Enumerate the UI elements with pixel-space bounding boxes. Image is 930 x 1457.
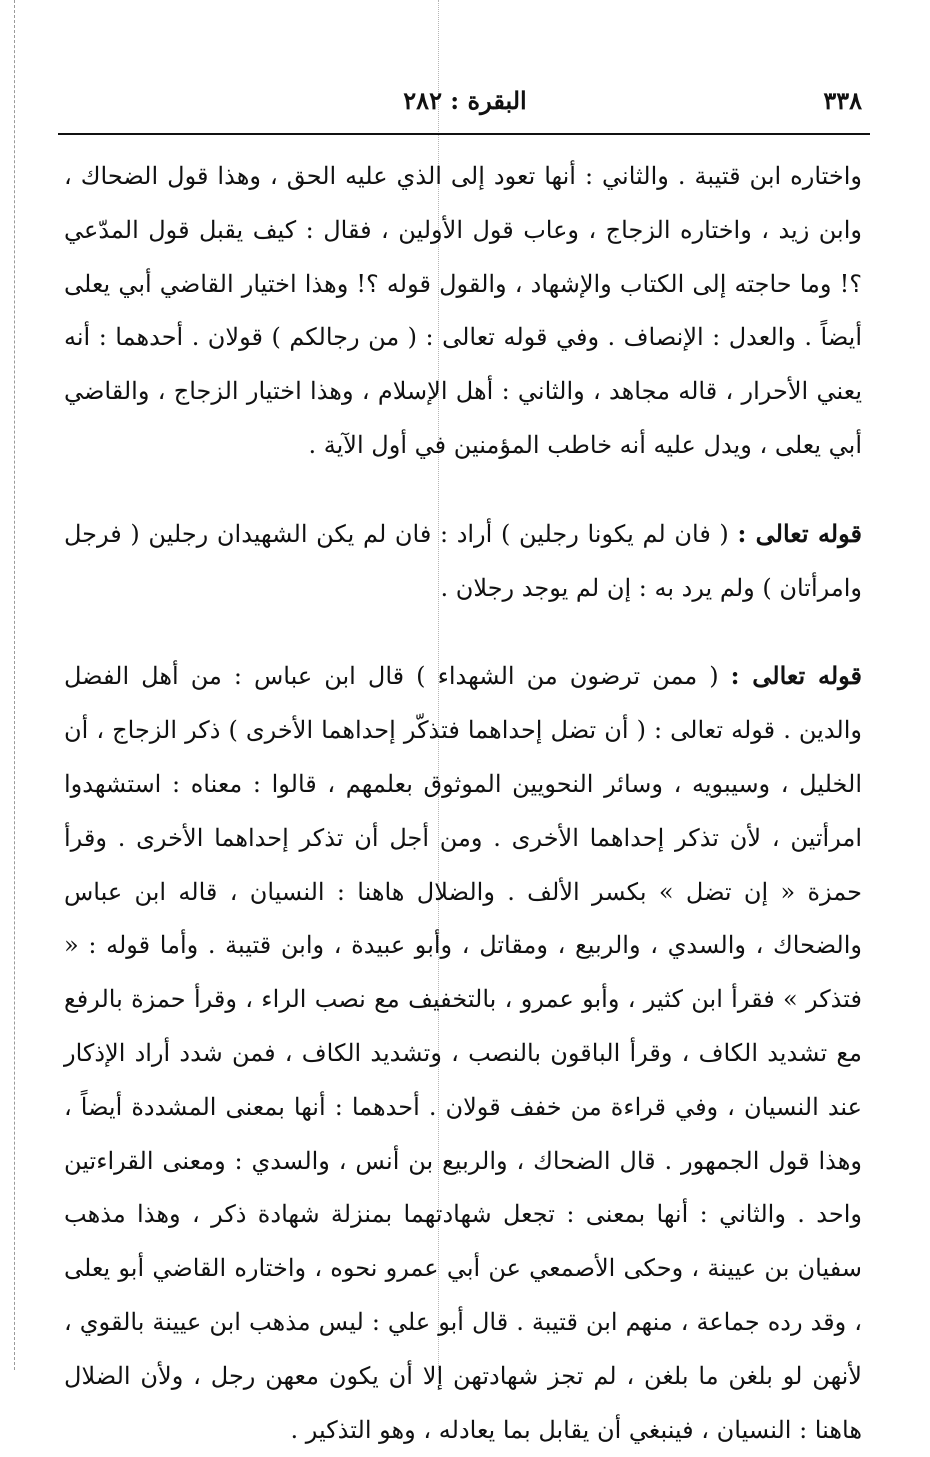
paragraph-1-text: واختاره ابن قتيبة . والثاني : أنها تعود إلى الذي عليه الحق ، وهذا قول الضحاك ، وابن زيد ، واختاره الزجاج ، وعاب قول الأولين ، فقال : كيف يقبل قول المدّعي ؟! وما حاجته إلى الكتاب والإشهاد ، والقول قوله ؟! وهذا اختيار القاضي أبي يعلى أيضاً . والعدل : الإنصاف . وفي قوله تعالى : ( من رجالكم ) قولان . أحدهما : أنه يعني الأحرار ، قاله مجاهد ، والثاني : أهل الإسلام ، وهذا اختيار الزجاج ، والقاضي أبي يعلى ، ويدل عليه أنه خاطب المؤمنين في أول الآية . xyxy=(64,162,863,459)
page-body xyxy=(64,150,862,1457)
page-header xyxy=(60,86,870,120)
page-fold-line-left xyxy=(14,0,15,1370)
paragraph-3 xyxy=(64,649,862,1457)
paragraph-3-lead: قوله تعالى : xyxy=(730,661,863,691)
running-title: البقرة : ٢٨٢ xyxy=(403,86,527,115)
header-rule xyxy=(58,133,870,135)
paragraph-1 xyxy=(64,150,862,473)
paragraph-2-text: ( فان لم يكونا رجلين ) أراد : فان لم يكن الشهيدان رجلين ( فرجل وامرأتان ) ولم يرد به : إن لم يوجد رجلان . xyxy=(64,519,862,602)
paragraph-3-text: ( ممن ترضون من الشهداء ) قال ابن عباس : من أهل الفضل والدين . قوله تعالى : ( أن تضل إحداهما فتذكّر إحداهما الأخرى ) ذكر الزجاج ، أن الخليل ، وسيبويه ، وسائر النحويين الموثوق بعلمهم ، قالوا : معناه : استشهدوا امرأتين ، لأن تذكر إحداهما الأخرى . ومن أجل أن تذكر إحداهما الأخرى . وقرأ حمزة « إن تضل » بكسر الألف . والضلال هاهنا : النسيان ، قاله ابن عباس والضحاك ، والسدي ، والربيع ، ومقاتل ، وأبو عبيدة ، وابن قتيبة . وأما قوله : « فتذكر » فقرأ ابن كثير ، وأبو عمرو ، بالتخفيف مع نصب الراء ، وقرأ حمزة بالرفع مع تشديد الكاف ، وقرأ الباقون بالنصب ، وتشديد الكاف ، فمن شدد أراد الإذكار عند النسيان ، وفي قراءة من خفف قولان . أحدهما : أنها بمعنى المشددة أيضاً ، وهذا قول الجمهور . قال الضحاك ، والربيع بن أنس ، والسدي : ومعنى القراءتين واحد . والثاني : أنها بمعنى : تجعل شهادتهما بمنزلة شهادة ذكر ، وهذا مذهب سفيان بن عيينة ، وحكى الأصمعي عن أبي عمرو نحوه ، واختاره القاضي أبو يعلى ، وقد رده جماعة ، منهم ابن قتيبة . قال أبو علي : ليس مذهب ابن عيينة بالقوي ، لأنهن لو بلغن ما بلغن ، لم تجز شهادتهن إلا أن يكون معهن رجل ، ولأن الضلال هاهنا : النسيان ، فينبغي أن يقابل بما يعادله ، وهو التذكير . xyxy=(64,662,863,1444)
page-number: ٣٣٨ xyxy=(823,86,862,115)
paragraph-2 xyxy=(64,507,862,616)
paragraph-2-lead: قوله تعالى : xyxy=(737,518,862,548)
